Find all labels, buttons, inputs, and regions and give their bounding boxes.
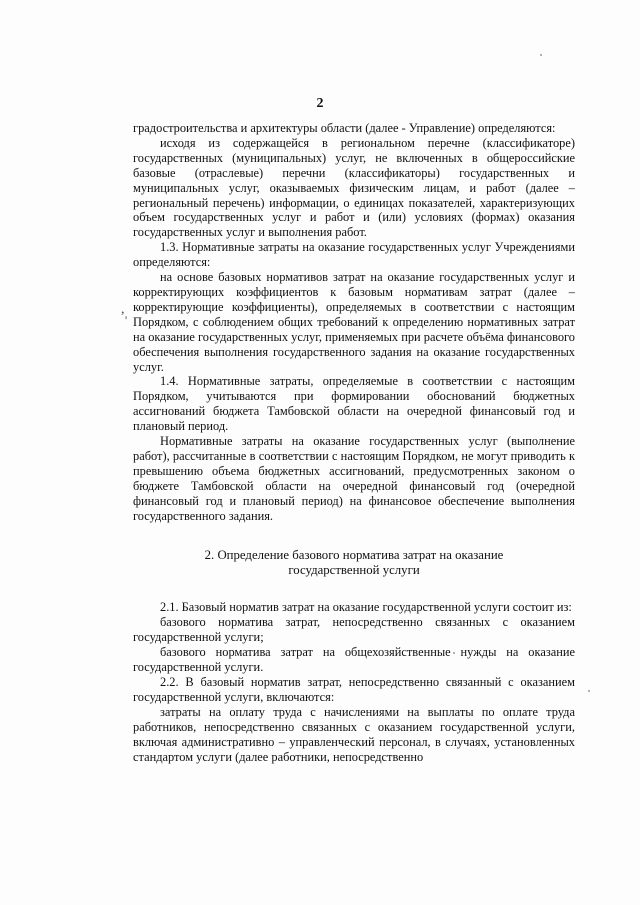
paragraph: 2.1. Базовый норматив затрат на оказание государственной услуги состоит из: [160,600,572,615]
scan-speck [588,690,590,692]
scan-speck [540,54,542,56]
paragraph: Нормативные затраты на оказание государственных услуг (выполнение работ), рассчитанные в соответствии с настоящим Порядком, не могут приводить к превышению объема бюджетных ассигнований, предусмотренных законом о бюджете Тамбовской области на очередной финансовый год (очередной финансовый год и плановый период) на финансовое обеспечение выполнения государственного задания. [133,434,575,523]
margin-mark: , [121,302,125,317]
section-heading-line: 2. Определение базового норматива затрат на оказание [204,548,504,563]
document-body [133,121,575,764]
paragraph: градостроительства и архитектуры области (далее - Управление) определяются: [133,121,556,135]
paragraph: базового норматива затрат на общехозяйственные нужды на оказание государственной услуги. [133,645,575,675]
margin-mark: ' [125,313,128,327]
paragraph: базового норматива затрат, непосредственно связанных с оказанием государственной услуги; [133,615,575,645]
paragraph: на основе базовых нормативов затрат на оказание государственных услуг и корректирующих коэффициентов к базовым нормативам затрат (далее – корректирующие коэффициенты), определяемых в соответствии с настоящим Порядком, с соблюдением общих требований к определению нормативных затрат на оказание государственных услуг, применяемых при расчете объёма финансового обеспечения выполнения государственного задания на оказание государственных услуг. [133,270,575,374]
page-number: 2 [316,96,324,111]
paragraph: 2.2. В базовый норматив затрат, непосредственно связанный с оказанием государственной услуги, включаются: [133,675,575,704]
section-heading [133,548,575,578]
section-heading-line: государственной услуги [288,563,420,578]
paragraph: 1.3. Нормативные затраты на оказание государственных услуг Учреждениями определяются: [133,240,575,270]
paragraph: затраты на оплату труда с начислениями на выплаты по оплате труда работников, непосредственно связанных с оказанием государственной услуги, включая административно – управленческий персонал, в случаях, установленных стандартом услуги (далее работники, непосредственно [133,704,575,764]
paragraph: 1.4. Нормативные затраты, определяемые в соответствии с настоящим Порядком, учитываются при формировании обоснований бюджетных ассигнований бюджета Тамбовской области на очередной финансовый год и плановый период. [133,374,575,434]
paragraph: исходя из содержащейся в региональном перечне (классификаторе) государственных (муниципальных) услуг, не включенных в общероссийские базовые (отраслевые) перечни (классификаторы) государственных и муниципальных услуг, оказываемых физическим лицам, и работ (далее – региональный перечень) информации, о единицах показателей, характеризующих объем государственных услуг и работ и (или) условиях (формах) оказания государственных услуг и выполнения работ. [133,135,575,240]
